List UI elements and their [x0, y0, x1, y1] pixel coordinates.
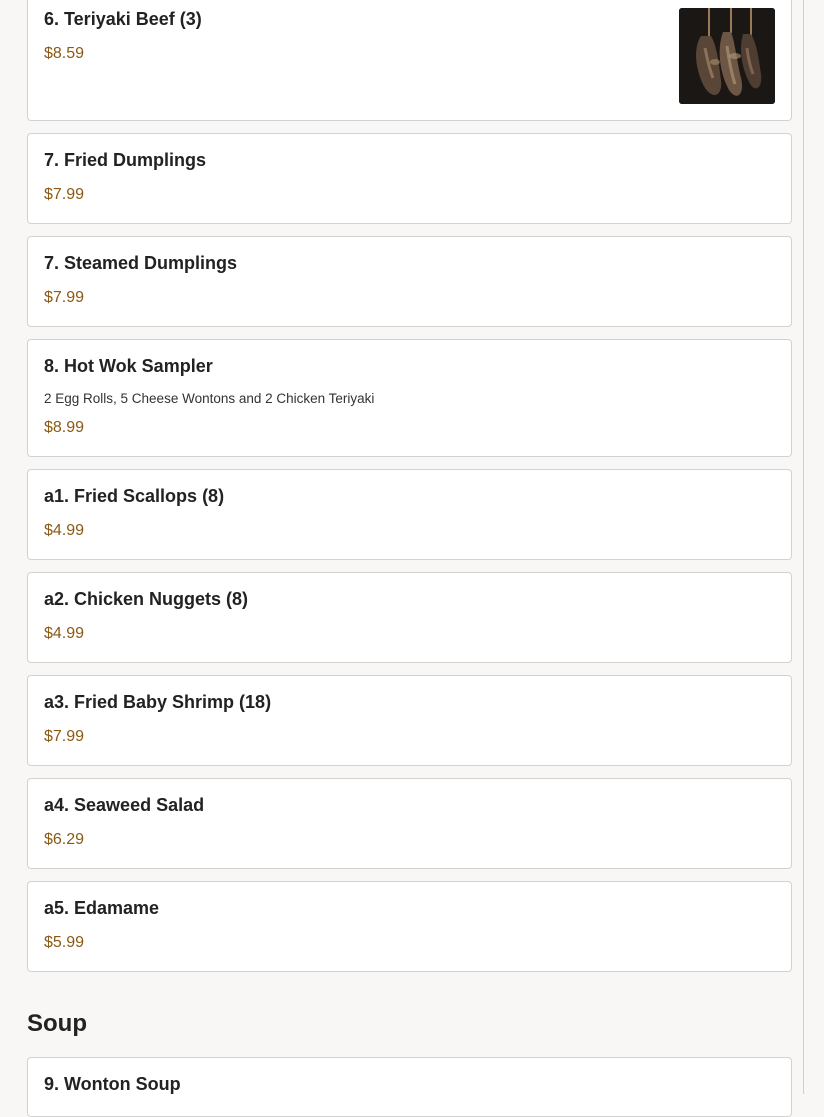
- menu-item-card[interactable]: [27, 881, 792, 972]
- menu-item-price: $7.99: [44, 728, 85, 745]
- scrollbar-track[interactable]: [803, 0, 804, 1094]
- menu-item-name: 7. Fried Dumplings: [44, 150, 207, 170]
- menu-item-name: 7. Steamed Dumplings: [44, 253, 238, 273]
- menu-item-price: $7.99: [44, 186, 85, 203]
- menu-item-price: $5.99: [44, 934, 85, 951]
- menu-item-price: $4.99: [44, 625, 85, 642]
- menu-item-name: 9. Wonton Soup: [44, 1074, 181, 1094]
- menu-item-description: 2 Egg Rolls, 5 Cheese Wontons and 2 Chicken Teriyaki: [44, 391, 375, 406]
- menu-item-name: a4. Seaweed Salad: [44, 795, 205, 815]
- menu-item-card[interactable]: [27, 778, 792, 869]
- menu-item-price: $8.99: [44, 419, 85, 436]
- menu-item-card[interactable]: [27, 236, 792, 327]
- menu-item-card[interactable]: [27, 1057, 792, 1117]
- menu-item-price: $8.59: [44, 45, 85, 62]
- menu-item-card[interactable]: [27, 0, 792, 121]
- menu-item-name: a1. Fried Scallops (8): [44, 486, 225, 506]
- menu-item-name: a5. Edamame: [44, 898, 160, 918]
- menu-item-price: $6.29: [44, 831, 85, 848]
- food-image: [679, 8, 775, 104]
- menu-item-price: $7.99: [44, 289, 85, 306]
- menu-item-name: 8. Hot Wok Sampler: [44, 356, 213, 376]
- menu-item-price: $4.99: [44, 522, 85, 539]
- menu-item-name: 6. Teriyaki Beef (3): [44, 9, 202, 29]
- teriyaki-beef-photo[interactable]: [679, 8, 775, 104]
- menu-item-name: a3. Fried Baby Shrimp (18): [44, 692, 272, 712]
- menu-item-card[interactable]: [27, 339, 792, 457]
- section-heading-soup: Soup: [27, 1010, 87, 1037]
- menu-item-card[interactable]: [27, 133, 792, 224]
- menu-item-card[interactable]: [27, 675, 792, 766]
- menu-item-card[interactable]: [27, 469, 792, 560]
- menu-item-name: a2. Chicken Nuggets (8): [44, 589, 249, 609]
- menu-item-card[interactable]: [27, 572, 792, 663]
